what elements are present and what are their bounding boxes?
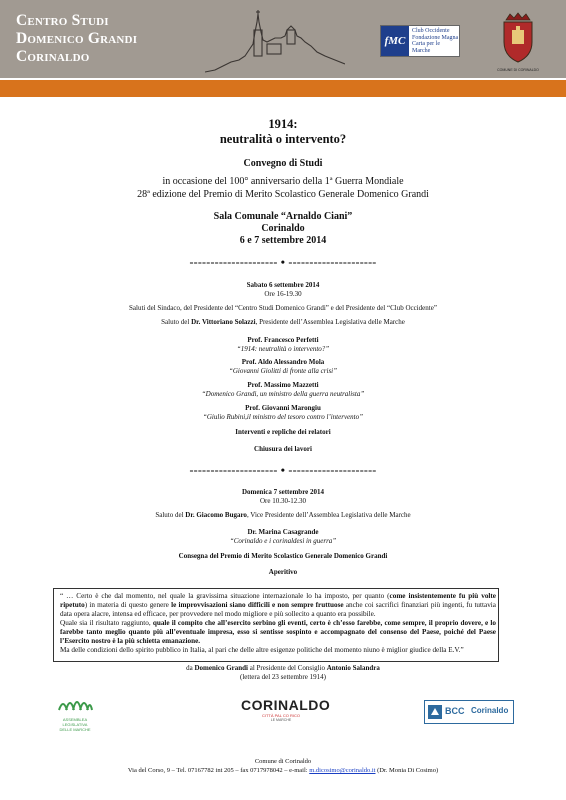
fmc-mark: fMC [381, 26, 409, 56]
quote-part: “ … Certo è che dal momento, nel quale la gravissima situazione internazionale lo ha imposto, per quanto ( [60, 592, 390, 600]
event-venue: Sala Comunale “Arnaldo Ciani” [213, 211, 353, 222]
greeting-prefix: Saluto del [161, 318, 192, 326]
quote-part: anche coi sacrifici finanziari più ingenti, fu tuttavia data opera alacre, intensa ed efficace, per provvedere nel modo migliore e più sollecito a quanto era possibile. [60, 601, 496, 618]
talk-speaker: Prof. Francesco Perfetti [247, 336, 319, 344]
quote-box [53, 588, 499, 662]
attribution-from: Domenico Grandi [194, 664, 248, 672]
org-line-1: Centro Studi [16, 12, 109, 29]
talk-topic: “Domenico Grandi, un ministro della guerra neutralista” [201, 390, 365, 398]
footer-line-2 [0, 767, 566, 774]
day2-date: Domenica 7 settembre 2014 [241, 488, 325, 496]
day1-debate: Interventi e repliche dei relatori [235, 428, 331, 436]
title-line-1: 1914: [268, 117, 298, 131]
footer-contact: (Dr. Monia Di Cosimo) [375, 767, 439, 774]
assemblea-legislativa-logo [50, 692, 100, 732]
attribution-to: Antonio Salandra [326, 664, 380, 672]
footer-email-link[interactable]: m.dicosimo@corinaldo.it [309, 767, 376, 774]
assemblea-line: ASSEMBLEA [62, 717, 88, 722]
attribution [0, 664, 566, 672]
greeting-suffix: , Vice Presidente dell’Assemblea Legislativa delle Marche [246, 511, 411, 519]
talk-speaker: Dr. Marina Casagrande [247, 528, 319, 536]
talk-speaker: Prof. Aldo Alessandro Mola [241, 358, 325, 366]
greeting-name: Dr. Vittoriano Solazzi [191, 318, 256, 326]
day1-date: Sabato 6 settembre 2014 [246, 281, 320, 289]
fmc-club-occidente-logo [380, 25, 460, 57]
corinaldo-name: CORINALDO [241, 697, 331, 713]
footer-address: Via del Corso, 9 – Tel. 07167782 int 205 – fax 0717978042 – e-mail: [127, 767, 310, 774]
day1-time: Ore 16-19.30 [264, 290, 302, 298]
corinaldo-sub-1: CITTÀ PAL CO RICO [261, 713, 300, 718]
org-line-3: Corinaldo [16, 48, 90, 65]
crest-caption: COMUNE DI CORINALDO [497, 68, 539, 72]
footer-line-1: Comune di Corinaldo [254, 758, 312, 765]
bcc-corinaldo-logo [424, 700, 514, 724]
talk-topic: “Giulio Rubini,il ministro del tesoro contro l’intervento” [202, 413, 364, 421]
greeting-suffix: , Presidente dell’Assemblea Legislativa delle Marche [255, 318, 405, 326]
talk-topic: “Corinaldo e i corinaldesi in guerra” [229, 537, 337, 545]
event-dates: 6 e 7 settembre 2014 [239, 235, 327, 246]
fmc-text: Club Occidente Fondazione Magna Carta per le Marche [412, 28, 459, 54]
greeting-prefix: Saluto del [155, 511, 186, 519]
talk-topic: “Giovanni Giolitti di fronte alla crisi” [228, 367, 338, 375]
header-band [0, 0, 566, 78]
bcc-sub: Corinaldo [471, 706, 509, 715]
day2-greeting [0, 511, 566, 519]
bcc-mark-icon [428, 705, 442, 719]
town-skyline-icon [205, 10, 345, 74]
quote-part: ) in materia di questo genere [84, 601, 172, 609]
day1-closing: Chiusura dei lavori [254, 445, 312, 453]
quote-text [60, 592, 496, 655]
attribution-prefix: da [186, 664, 195, 672]
orange-band [0, 80, 566, 97]
corinaldo-crest-icon [498, 12, 538, 68]
event-kind: Convegno di Studi [243, 158, 323, 169]
attribution-middle: al Presidente del Consiglio [247, 664, 327, 672]
talk-speaker: Prof. Giovanni Marongiu [245, 404, 321, 412]
org-name [16, 12, 137, 66]
day1-greeting-2 [0, 318, 566, 326]
quote-bold-part: quale il compito che all’esercito serbino gli eventi, certo è ch’esso farebbe, come sempre, il proprio dovere, e lo farebbe tanto meglio quanto più all’eventuale impresa, esso si sentisse sospinto e accompagnato del consenso del Paese, poiché del Paese l’Esercito nostro è la più schietta emanazione. [60, 619, 496, 645]
quote-bold-part: come insistentemente fu più volte ripetuto [60, 592, 496, 609]
separator-1: --------------------- • --------------------- [189, 255, 377, 269]
day2-time: Ore 10.30-12.30 [259, 497, 307, 505]
title-line-2: neutralità o intervento? [219, 132, 347, 146]
day2-award: Consegna del Premio di Merito Scolastico Generale Domenico Grandi [178, 552, 388, 560]
assemblea-line: LEGISLATIVA [62, 722, 88, 727]
quote-part: Ma delle condizioni dello spirito pubblico in Italia, al pari che delle altre esigenze politiche del momento niuno è miglior giudice della E.V.” [60, 646, 464, 654]
assemblea-arches-icon [57, 692, 93, 712]
day2-aperitif: Aperitivo [268, 568, 298, 576]
separator-2: --------------------- • --------------------- [189, 463, 377, 477]
day1-greetings: Saluti del Sindaco, del Presidente del “Centro Studi Domenico Grandi” e del Presidente del “Club Occidente” [129, 304, 437, 312]
assemblea-line: DELLE MARCHE [59, 727, 91, 732]
greeting-name: Dr. Giacomo Bugaro [185, 511, 247, 519]
bcc-label: BCC [445, 706, 465, 716]
corinaldo-city-logo [241, 697, 331, 722]
event-city: Corinaldo [261, 223, 305, 234]
talk-topic: “1914: neutralità o intervento?” [236, 345, 330, 353]
attribution-letter: (lettera del 23 settembre 1914) [240, 673, 326, 681]
event-occasion: in occasione del 100° anniversario della 1ª Guerra Mondiale [162, 176, 404, 187]
talk-speaker: Prof. Massimo Mazzetti [247, 381, 319, 389]
org-line-2: Domenico Grandi [16, 30, 138, 47]
quote-part: Quale sia il risultato raggiunto, [60, 619, 153, 627]
event-edition: 28ª edizione del Premio di Merito Scolastico Generale Domenico Grandi [137, 189, 429, 200]
corinaldo-sub-2: LE MARCHE [270, 718, 292, 722]
quote-bold-part: le improvvisazioni siano difficili e non sempre fruttuose [171, 601, 344, 609]
